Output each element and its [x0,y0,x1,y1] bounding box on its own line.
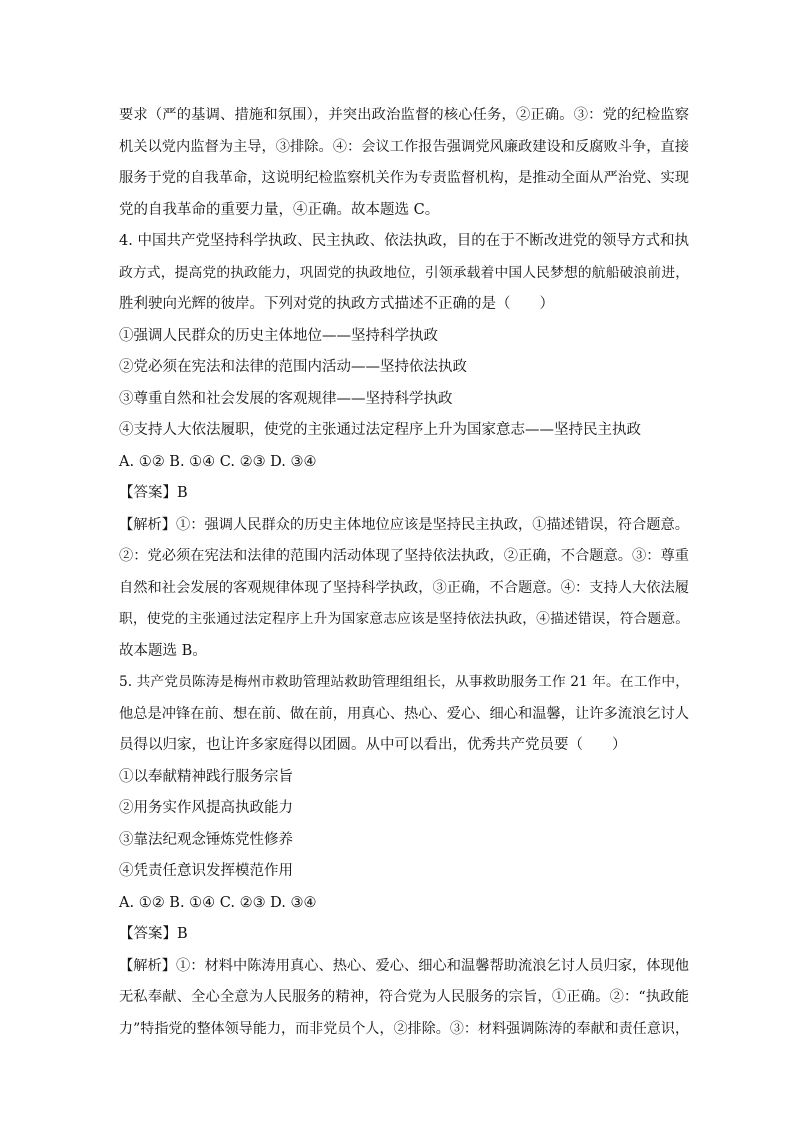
text-line: 要求（严的基调、措施和氛围），并突出政治监督的核心任务，②正确。③：党的纪检监察 [119,107,689,123]
text-line: 服务于党的自我革命，这说明纪检监察机关作为专责监督机构，是推动全面从严治党、实现 [119,170,690,186]
option-statement: ②用务实作风提高执政能力 [119,800,293,816]
analysis-line: ②：党必须在宪法和法律的范围内活动体现了坚持依法执政，②正确，不合题意。③：尊重 [119,548,690,564]
analysis-line: 【解析】①：强调人民群众的历史主体地位应该是坚持民主执政，①描述错误，符合题意。 [119,516,690,533]
answer-label: 【答案】B [119,926,188,942]
answer-label: 【答案】B [119,485,188,501]
option-statement: ③靠法纪观念锤炼党性修养 [119,831,293,848]
answer-choices: A. ①② B. ①④ C. ②③ D. ③④ [119,453,317,470]
option-statement: ④凭责任意识发挥模范作用 [119,863,293,879]
option-statement: ②党必须在宪法和法律的范围内活动——坚持依法执政 [119,359,467,375]
analysis-line: 力”特指党的整体领导能力，而非党员个人，②排除。③：材料强调陈涛的奉献和责任意识， [119,1020,689,1037]
option-statement: ①以奉献精神践行服务宗旨 [119,768,293,785]
analysis-line: 自然和社会发展的客观规律体现了坚持科学执政，③正确，不合题意。④：支持人大依法履 [119,579,690,596]
option-statement: ③尊重自然和社会发展的客观规律——坚持科学执政 [119,390,453,407]
text-line: 员得以归家，也让许多家庭得以团圆。从中可以看出，优秀共产党员要（ ） [119,737,627,753]
document-body [119,100,689,1045]
option-statement: ④支持人大依法履职，使党的主张通过法定程序上升为国家意志——坚持民主执政 [119,422,641,438]
analysis-line: 【解析】①：材料中陈涛用真心、热心、爱心、细心和温馨帮助流浪乞讨人员归家，体现他 [119,957,690,974]
analysis-line: 无私奉献、全心全意为人民服务的精神，符合党为人民服务的宗旨，①正确。②：“执政能 [119,989,689,1005]
answer-choices: A. ①② B. ①④ C. ②③ D. ③④ [119,894,317,911]
text-line: 政方式，提高党的执政能力，巩固党的执政地位，引领承载着中国人民梦想的航船破浪前进， [119,264,689,281]
option-statement: ①强调人民群众的历史主体地位——坚持科学执政 [119,327,438,344]
question-5-stem: 5. 共产党员陈涛是梅州市救助管理站救助管理组组长，从事救助服务工作 21 年。在工作中， [119,674,689,690]
analysis-line: 职，使党的主张通过法定程序上升为国家意志应该是坚持依法执政，④描述错误，符合题意。 [119,611,689,627]
analysis-line: 故本题选 B。 [119,642,207,659]
text-line: 机关以党内监督为主导，③排除。④：会议工作报告强调党风廉政建设和反腐败斗争，直接 [119,138,690,155]
text-line: 党的自我革命的重要力量，④正确。故本题选 C。 [119,201,440,218]
question-4-stem: 4. 中国共产党坚持科学执政、民主执政、依法执政，目的在于不断改进党的领导方式和执 [119,233,689,249]
text-line: 他总是冲锋在前、想在前、做在前，用真心、热心、爱心、细心和温馨，让许多流浪乞讨人 [119,705,690,722]
text-line: 胜利驶向光辉的彼岸。下列对党的执政方式描述不正确的是（ ） [119,296,554,312]
